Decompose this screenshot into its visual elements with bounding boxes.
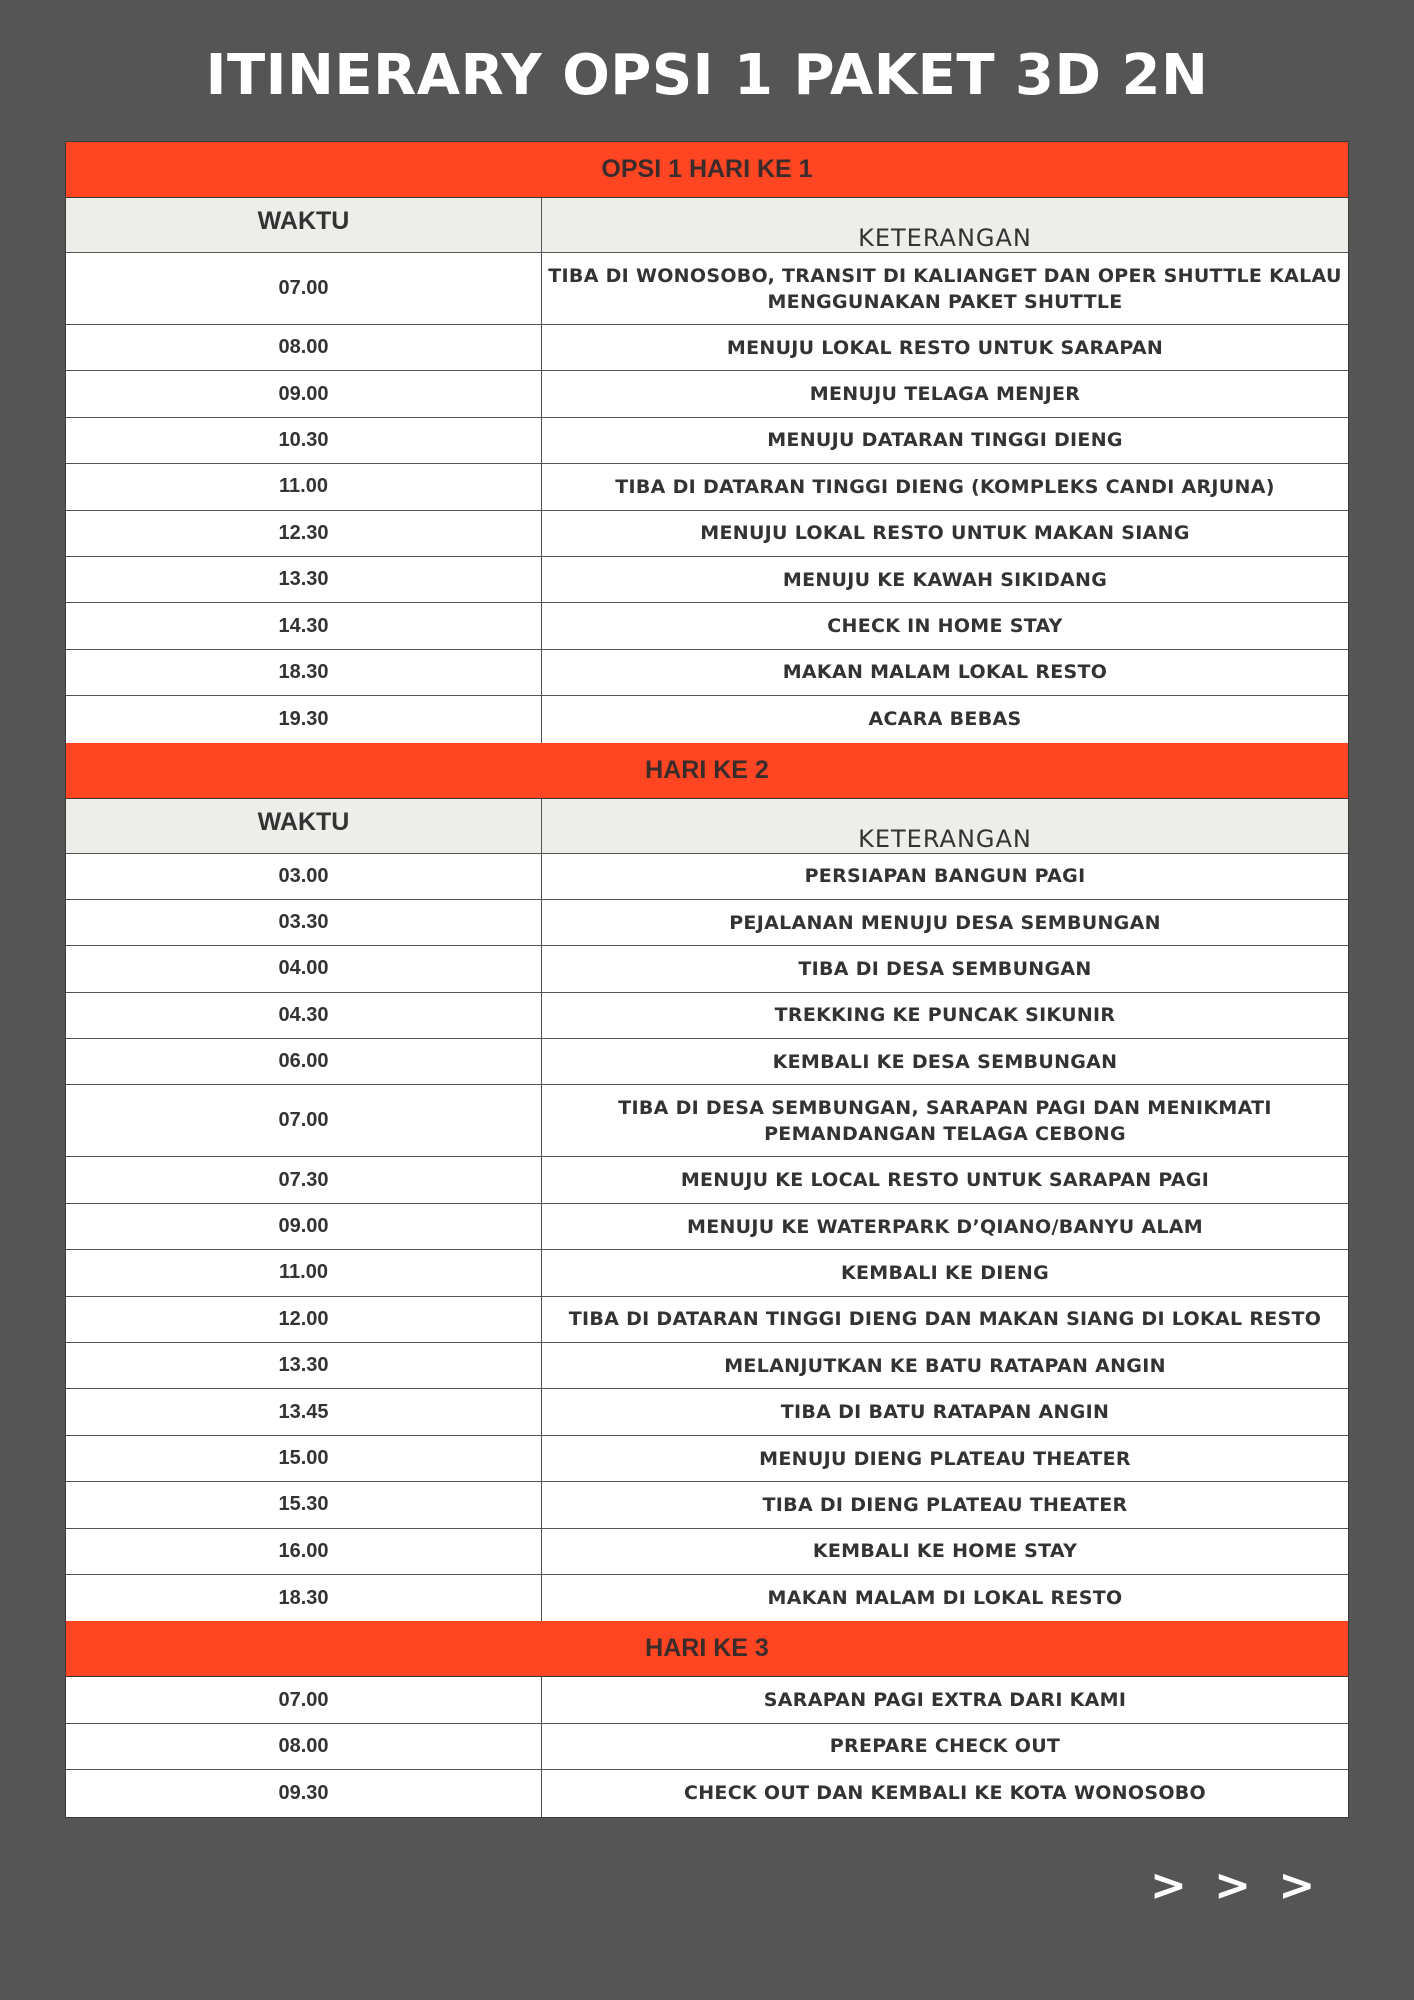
next-page-arrows[interactable]: > > > bbox=[1150, 1860, 1322, 1911]
time-cell: 08.00 bbox=[66, 1724, 542, 1769]
time-cell: 19.30 bbox=[66, 696, 542, 742]
column-header-description: KETERANGAN bbox=[858, 224, 1032, 252]
table-row bbox=[66, 650, 1348, 696]
description-cell: MENUJU LOKAL RESTO UNTUK MAKAN SIANG bbox=[700, 522, 1190, 545]
time-cell: 09.00 bbox=[66, 1204, 542, 1249]
description-cell: CHECK OUT DAN KEMBALI KE KOTA WONOSOBO bbox=[683, 1782, 1206, 1805]
time-cell: 07.00 bbox=[66, 1085, 542, 1156]
time-cell: 12.00 bbox=[66, 1297, 542, 1342]
description-cell: MELANJUTKAN KE BATU RATAPAN ANGIN bbox=[724, 1354, 1166, 1377]
column-header-description: KETERANGAN bbox=[858, 824, 1032, 853]
day-header: HARI KE 2 bbox=[66, 743, 1348, 799]
page-title: ITINERARY OPSI 1 PAKET 3D 2N bbox=[205, 43, 1209, 108]
table-row bbox=[66, 1085, 1348, 1157]
description-cell: TIBA DI WONOSOBO, TRANSIT DI KALIANGET DAN OPER SHUTTLE KALAU MENGGUNAKAN PAKET SHUTTLE bbox=[548, 264, 1342, 313]
table-row bbox=[66, 1770, 1348, 1816]
day-header: HARI KE 3 bbox=[66, 1621, 1348, 1677]
time-cell: 13.30 bbox=[66, 1343, 542, 1388]
description-cell: MENUJU LOKAL RESTO UNTUK SARAPAN bbox=[726, 336, 1164, 359]
time-cell: 10.30 bbox=[66, 418, 542, 463]
description-cell: MENUJU KE LOCAL RESTO UNTUK SARAPAN PAGI bbox=[680, 1169, 1210, 1192]
column-header-row bbox=[66, 198, 1348, 253]
table-row bbox=[66, 854, 1348, 900]
time-cell: 11.00 bbox=[66, 1250, 542, 1295]
time-cell: 15.00 bbox=[66, 1436, 542, 1481]
day-header: OPSI 1 HARI KE 1 bbox=[66, 142, 1348, 198]
time-cell: 03.30 bbox=[66, 900, 542, 945]
table-row bbox=[66, 1297, 1348, 1343]
table-row bbox=[66, 946, 1348, 992]
table-row bbox=[66, 1482, 1348, 1528]
table-row bbox=[66, 464, 1348, 510]
day-rows bbox=[66, 253, 1348, 743]
description-cell: MENUJU TELAGA MENJER bbox=[809, 383, 1081, 406]
table-row bbox=[66, 1389, 1348, 1435]
description-cell: PEJALANAN MENUJU DESA SEMBUNGAN bbox=[729, 911, 1161, 934]
description-cell: TIBA DI DATARAN TINGGI DIENG (KOMPLEKS CANDI ARJUNA) bbox=[615, 475, 1275, 498]
table-row bbox=[66, 1157, 1348, 1203]
table-row bbox=[66, 371, 1348, 417]
time-cell: 11.00 bbox=[66, 464, 542, 509]
description-cell: MENUJU KE KAWAH SIKIDANG bbox=[782, 568, 1108, 591]
table-row bbox=[66, 1343, 1348, 1389]
time-cell: 13.30 bbox=[66, 557, 542, 602]
time-cell: 04.00 bbox=[66, 946, 542, 991]
day-block bbox=[66, 1621, 1348, 1816]
description-cell: MENUJU DATARAN TINGGI DIENG bbox=[767, 429, 1123, 452]
table-row bbox=[66, 1529, 1348, 1575]
description-cell: TIBA DI DIENG PLATEAU THEATER bbox=[762, 1493, 1128, 1516]
itinerary-table bbox=[65, 141, 1349, 1818]
description-cell: TREKKING KE PUNCAK SIKUNIR bbox=[774, 1004, 1116, 1027]
table-row bbox=[66, 557, 1348, 603]
time-cell: 14.30 bbox=[66, 603, 542, 648]
table-row bbox=[66, 511, 1348, 557]
day-rows bbox=[66, 1677, 1348, 1816]
table-row bbox=[66, 1575, 1348, 1621]
table-row bbox=[66, 1724, 1348, 1770]
table-row bbox=[66, 900, 1348, 946]
table-row bbox=[66, 1677, 1348, 1723]
time-cell: 18.30 bbox=[66, 650, 542, 695]
description-cell: PERSIAPAN BANGUN PAGI bbox=[804, 865, 1086, 888]
time-cell: 13.45 bbox=[66, 1389, 542, 1434]
day-block bbox=[66, 743, 1348, 1622]
table-row bbox=[66, 418, 1348, 464]
description-cell: KEMBALI KE DESA SEMBUNGAN bbox=[772, 1050, 1118, 1073]
time-cell: 07.30 bbox=[66, 1157, 542, 1202]
description-cell: TIBA DI BATU RATAPAN ANGIN bbox=[780, 1401, 1110, 1424]
description-cell: PREPARE CHECK OUT bbox=[829, 1735, 1061, 1758]
time-cell: 06.00 bbox=[66, 1039, 542, 1084]
time-cell: 16.00 bbox=[66, 1529, 542, 1574]
table-row bbox=[66, 603, 1348, 649]
table-row bbox=[66, 1250, 1348, 1296]
description-cell: KEMBALI KE HOME STAY bbox=[812, 1540, 1078, 1563]
description-cell: TIBA DI DATARAN TINGGI DIENG DAN MAKAN SIANG DI LOKAL RESTO bbox=[568, 1308, 1322, 1331]
description-cell: MENUJU DIENG PLATEAU THEATER bbox=[759, 1447, 1131, 1470]
time-cell: 15.30 bbox=[66, 1482, 542, 1527]
table-row bbox=[66, 1204, 1348, 1250]
table-row bbox=[66, 993, 1348, 1039]
column-header-time: WAKTU bbox=[66, 198, 542, 252]
description-cell: SARAPAN PAGI EXTRA DARI KAMI bbox=[763, 1689, 1127, 1712]
table-row bbox=[66, 696, 1348, 742]
day-block bbox=[66, 142, 1348, 743]
time-cell: 08.00 bbox=[66, 325, 542, 370]
time-cell: 04.30 bbox=[66, 993, 542, 1038]
time-cell: 03.00 bbox=[66, 854, 542, 899]
time-cell: 12.30 bbox=[66, 511, 542, 556]
table-row bbox=[66, 253, 1348, 325]
description-cell: MAKAN MALAM LOKAL RESTO bbox=[782, 661, 1108, 684]
time-cell: 07.00 bbox=[66, 1677, 542, 1722]
description-cell: TIBA DI DESA SEMBUNGAN bbox=[798, 957, 1092, 980]
table-row bbox=[66, 1039, 1348, 1085]
time-cell: 09.30 bbox=[66, 1770, 542, 1816]
description-cell: MENUJU KE WATERPARK D’QIANO/BANYU ALAM bbox=[686, 1215, 1204, 1238]
time-cell: 18.30 bbox=[66, 1575, 542, 1621]
description-cell: TIBA DI DESA SEMBUNGAN, SARAPAN PAGI DAN MENIKMATI PEMANDANGAN TELAGA CEBONG bbox=[618, 1096, 1272, 1145]
column-header-time: WAKTU bbox=[66, 799, 542, 853]
description-cell: ACARA BEBAS bbox=[868, 708, 1022, 731]
day-rows bbox=[66, 854, 1348, 1622]
description-cell: CHECK IN HOME STAY bbox=[827, 615, 1063, 638]
table-row bbox=[66, 1436, 1348, 1482]
column-header-row bbox=[66, 799, 1348, 854]
description-cell: MAKAN MALAM DI LOKAL RESTO bbox=[767, 1587, 1123, 1610]
table-row bbox=[66, 325, 1348, 371]
time-cell: 07.00 bbox=[66, 253, 542, 324]
time-cell: 09.00 bbox=[66, 371, 542, 416]
description-cell: KEMBALI KE DIENG bbox=[840, 1261, 1050, 1284]
